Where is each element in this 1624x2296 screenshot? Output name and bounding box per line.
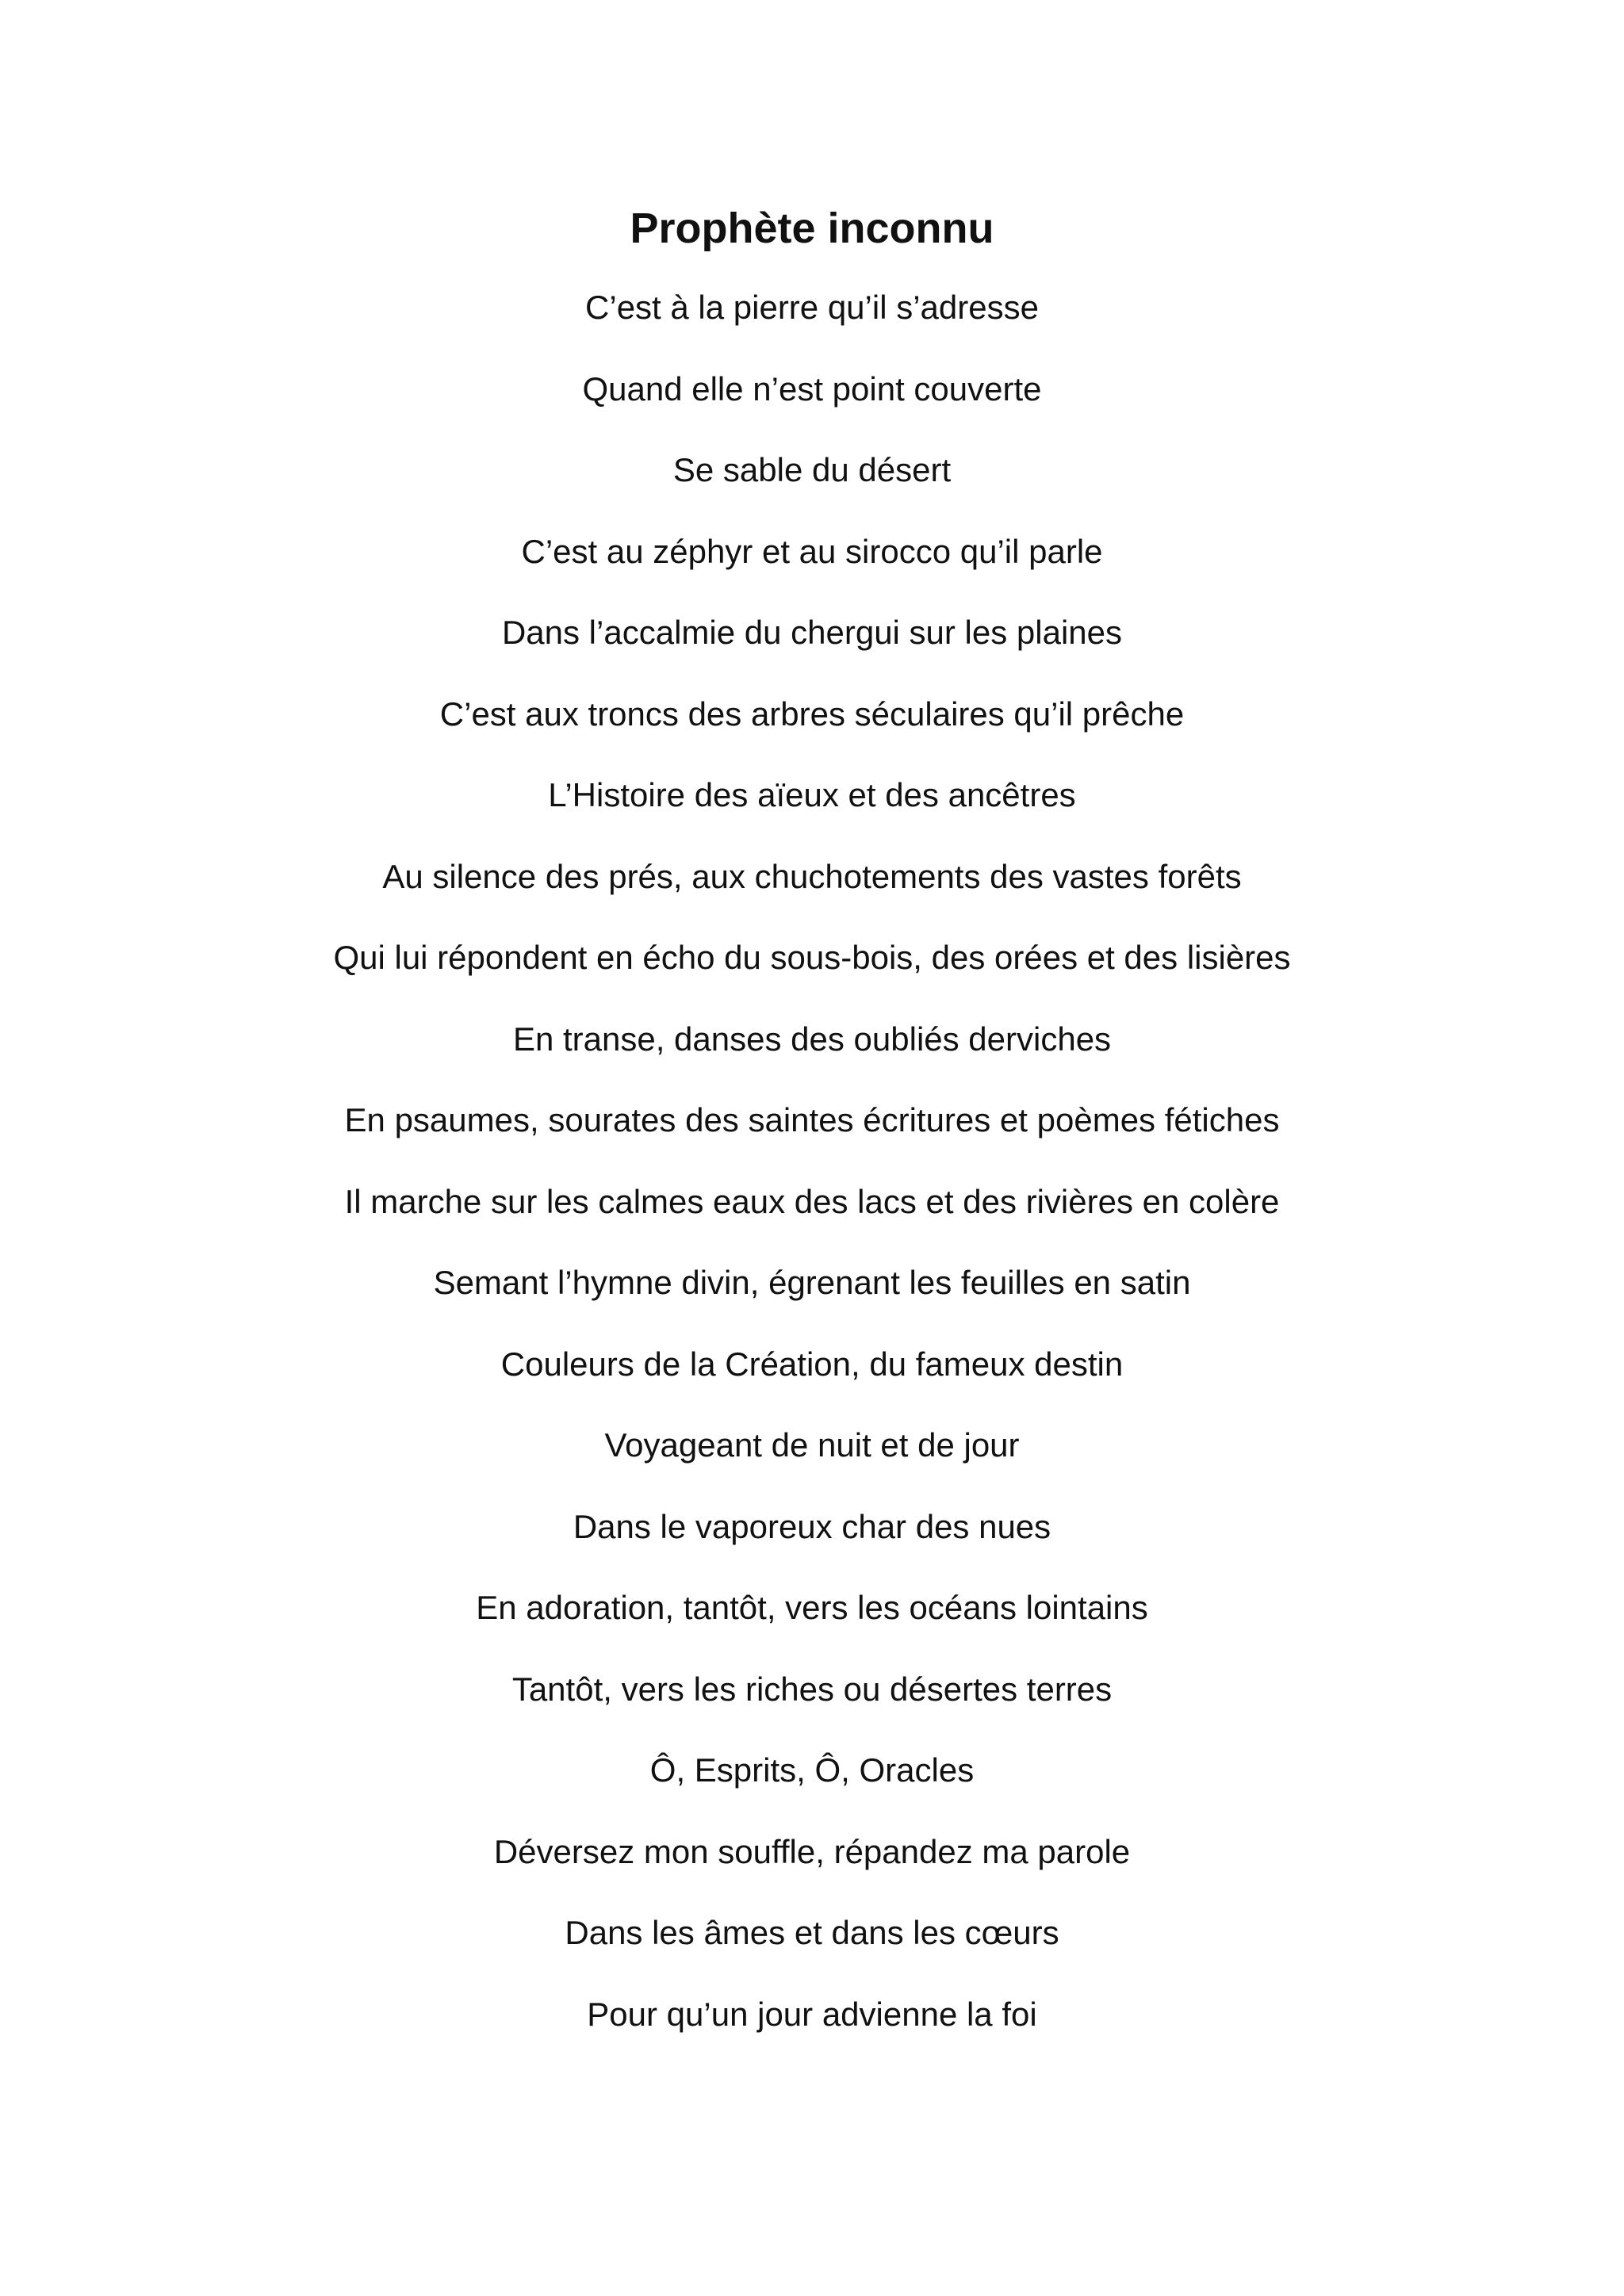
verse-line: En transe, danses des oubliés derviches — [512, 1020, 1112, 1058]
verse-line: Il marche sur les calmes eaux des lacs et des rivières en colère — [344, 1182, 1280, 1220]
verse-line: Au silence des prés, aux chuchotements des vastes forêts — [382, 857, 1242, 895]
verse-line: C’est au zéphyr et au sirocco qu’il parle — [521, 532, 1103, 570]
verse-line: L’Histoire des aïeux et des ancêtres — [548, 776, 1076, 813]
verse-line: En adoration, tantôt, vers les océans lointains — [476, 1589, 1148, 1626]
verse-line: Quand elle n’est point couverte — [582, 369, 1042, 408]
verse-list — [0, 284, 1624, 2072]
poem-title: Prophète inconnu — [630, 205, 994, 252]
verse-line: Qui lui répondent en écho du sous-bois, des orées et des lisières — [333, 939, 1291, 976]
verse-line: En psaumes, sourates des saintes écritures et poèmes fétiches — [344, 1101, 1280, 1138]
verse-line: Dans l’accalmie du chergui sur les plaines — [501, 614, 1123, 651]
verse-line: Tantôt, vers les riches ou désertes terres — [511, 1670, 1113, 1708]
verse-line: Déversez mon souffle, répandez ma parole — [493, 1832, 1131, 1870]
poem — [0, 198, 1624, 2072]
verse-line: Voyageant de nuit et de jour — [604, 1426, 1020, 1464]
verse-line: Couleurs de la Création, du fameux destin — [500, 1345, 1124, 1383]
verse-line: C’est aux troncs des arbres séculaires qu’il prêche — [439, 695, 1185, 733]
verse-line: Se sable du désert — [672, 451, 952, 488]
verse-line: Dans le vaporeux char des nues — [573, 1507, 1051, 1545]
verse-line: Dans les âmes et dans les cœurs — [565, 1914, 1059, 1951]
verse-line: C’est à la pierre qu’il s’adresse — [585, 289, 1039, 326]
verse-line: Semant l’hymne divin, égrenant les feuilles en satin — [433, 1264, 1191, 1301]
verse-line: Ô, Esprits, Ô, Oracles — [649, 1751, 975, 1789]
verse-line: Pour qu’un jour advienne la foi — [587, 1995, 1037, 2033]
